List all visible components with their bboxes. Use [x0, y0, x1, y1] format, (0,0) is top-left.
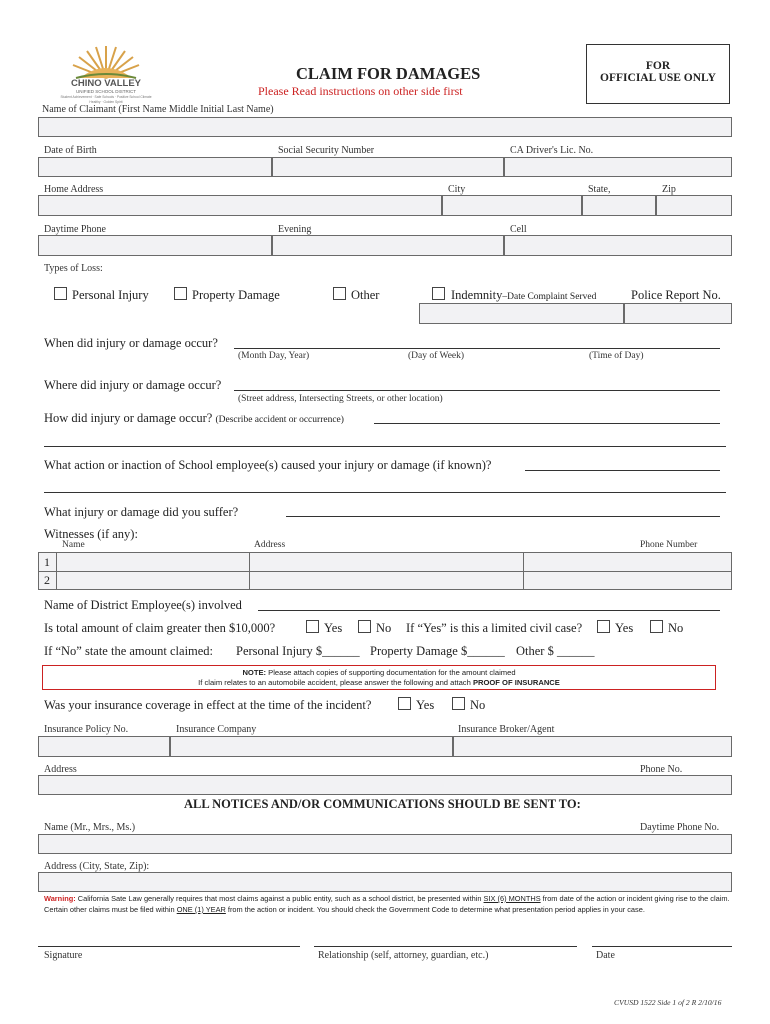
- when-sub-time: (Time of Day): [589, 351, 644, 361]
- city-label: City: [448, 184, 466, 195]
- witness-row-2-name[interactable]: [57, 572, 249, 589]
- signature-label: Signature: [44, 950, 83, 961]
- signature-line[interactable]: [38, 946, 300, 947]
- notice-address-label: Address (City, State, Zip):: [44, 861, 150, 872]
- where-sub: (Street address, Intersecting Streets, or other location): [238, 394, 443, 404]
- cell-phone-field[interactable]: [504, 235, 732, 256]
- indemnity-sublabel: –Date Complaint Served: [502, 292, 597, 302]
- warning-text: Warning: California Sate Law generally requires that most claims against a public entity, such as a school district, be presented within SIX (6) MONTHS from date of the action or incident giving rise to the claim. Certain other claims must be filed within ONE (1) YEAR from the action or incident. You should check the Government Code to determine what presentation period applies in your case.: [44, 894, 730, 914]
- limited-yes-label: Yes: [615, 621, 634, 635]
- indemnity-checkbox[interactable]: [432, 287, 445, 300]
- claimant-name-field[interactable]: [38, 117, 732, 137]
- daytime-phone-label: Daytime Phone: [44, 224, 106, 235]
- where-answer-line[interactable]: [234, 390, 720, 391]
- witness-row-1-number: 1: [44, 555, 50, 569]
- notice-phone-label: Daytime Phone No.: [640, 822, 720, 833]
- indemnity-label: Indemnity–Date Complaint Served: [451, 288, 597, 302]
- dob-label: Date of Birth: [44, 145, 97, 156]
- logo-tagline: Student Achievement · Safe Schools · Positive School Climate: [60, 95, 152, 99]
- insurance-question: Was your insurance coverage in effect at the time of the incident?: [44, 698, 372, 712]
- when-sub-day: (Day of Week): [408, 351, 465, 361]
- total-no-label: No: [376, 621, 392, 635]
- insurance-address-field[interactable]: [38, 775, 732, 795]
- sunburst-icon: [56, 44, 156, 80]
- insurance-yes-label: Yes: [416, 698, 435, 712]
- limited-no-label: No: [668, 621, 684, 635]
- district-logo: [56, 44, 156, 110]
- how-answer-line-2[interactable]: [44, 446, 726, 447]
- evening-phone-field[interactable]: [272, 235, 504, 256]
- insurance-address-label: Address: [44, 764, 77, 775]
- how-question: How did injury or damage occur? (Describe accident or occurrence): [44, 411, 344, 425]
- date-complaint-served-field[interactable]: [419, 303, 624, 324]
- limited-civil-question: If “Yes” is this a limited civil case?: [406, 621, 583, 635]
- how-answer-line-1[interactable]: [374, 423, 720, 424]
- note-box: [42, 665, 716, 690]
- action-question: What action or inaction of School employee(s) caused your injury or damage (if known)?: [44, 458, 492, 472]
- policy-no-label: Insurance Policy No.: [44, 724, 129, 735]
- note-line1: NOTE: Please attach copies of supporting documentation for the amount claimed: [242, 668, 516, 677]
- note-line2: If claim relates to an automobile accident, please answer the following and attach PROOF OF INSURANCE: [198, 678, 560, 687]
- state-field[interactable]: [582, 195, 656, 216]
- drivers-license-field[interactable]: [504, 157, 732, 177]
- relationship-label: Relationship (self, attorney, guardian, etc.): [318, 950, 489, 961]
- notice-name-field[interactable]: [38, 834, 732, 854]
- insurance-broker-field[interactable]: [453, 736, 732, 757]
- personal-injury-amount[interactable]: Personal Injury $______: [236, 644, 360, 658]
- warning-label: Warning:: [44, 894, 76, 903]
- home-address-label: Home Address: [44, 184, 104, 195]
- notices-heading: ALL NOTICES AND/OR COMMUNICATIONS SHOULD BE SENT TO:: [184, 797, 581, 811]
- relationship-line[interactable]: [314, 946, 577, 947]
- when-question: When did injury or damage occur?: [44, 336, 218, 350]
- police-report-field[interactable]: [624, 303, 732, 324]
- insurance-no-label: No: [470, 698, 486, 712]
- property-damage-label: Property Damage: [192, 288, 280, 302]
- form-title: CLAIM FOR DAMAGES: [296, 64, 481, 83]
- witness-col-name: Name: [62, 540, 85, 550]
- insurance-company-field[interactable]: [170, 736, 453, 757]
- property-damage-amount[interactable]: Property Damage $______: [370, 644, 505, 658]
- total-no-checkbox[interactable]: [358, 620, 371, 633]
- official-use-box: [586, 44, 730, 104]
- witness-col-phone: Phone Number: [640, 540, 698, 550]
- amount-claimed-question: If “No” state the amount claimed:: [44, 644, 214, 658]
- state-label: State,: [588, 184, 611, 195]
- total-yes-checkbox[interactable]: [306, 620, 319, 633]
- witness-row-2-address[interactable]: [250, 572, 523, 589]
- witness-row-2-number: 2: [44, 573, 50, 587]
- personal-injury-checkbox[interactable]: [54, 287, 67, 300]
- action-answer-line-1[interactable]: [525, 470, 720, 471]
- notice-name-label: Name (Mr., Mrs., Ms.): [44, 822, 136, 833]
- witnesses-label: Witnesses (if any):: [44, 527, 138, 541]
- insurance-yes-checkbox[interactable]: [398, 697, 411, 710]
- home-address-field[interactable]: [38, 195, 442, 216]
- date-line[interactable]: [592, 946, 732, 947]
- official-use-line1: FOR: [645, 60, 671, 72]
- logo-subtitle: UNIFIED SCHOOL DISTRICT: [75, 89, 137, 94]
- action-answer-line-2[interactable]: [44, 492, 726, 493]
- insurance-company-label: Insurance Company: [176, 724, 257, 735]
- form-instructions: Please Read instructions on other side first: [258, 84, 463, 98]
- city-field[interactable]: [442, 195, 582, 216]
- zip-label: Zip: [662, 184, 676, 195]
- witness-table: [38, 552, 732, 590]
- other-loss-label: Other: [351, 288, 380, 302]
- witness-col-address: Address: [254, 540, 286, 550]
- policy-no-field[interactable]: [38, 736, 170, 757]
- form-footer: CVUSD 1522 Side 1 of 2 R 2/10/16: [614, 998, 722, 1007]
- insurance-broker-label: Insurance Broker/Agent: [458, 724, 555, 735]
- when-answer-line[interactable]: [234, 348, 720, 349]
- date-label: Date: [596, 950, 615, 961]
- zip-field[interactable]: [656, 195, 732, 216]
- witness-row-1-name[interactable]: [57, 553, 249, 571]
- limited-no-checkbox[interactable]: [650, 620, 663, 633]
- total-yes-label: Yes: [324, 621, 343, 635]
- evening-phone-label: Evening: [278, 224, 312, 235]
- notice-address-field[interactable]: [38, 872, 732, 892]
- witness-row-1-phone[interactable]: [524, 553, 731, 571]
- where-question: Where did injury or damage occur?: [44, 378, 222, 392]
- suffer-answer-line[interactable]: [286, 516, 720, 517]
- personal-injury-label: Personal Injury: [72, 288, 149, 302]
- official-use-line2: OFFICIAL USE ONLY: [600, 72, 716, 84]
- insurance-phone-label: Phone No.: [640, 764, 683, 775]
- police-report-label: Police Report No.: [631, 288, 721, 302]
- employee-answer-line[interactable]: [258, 610, 720, 611]
- logo-name: CHINO VALLEY: [70, 78, 142, 89]
- witness-row-2-phone[interactable]: [524, 572, 731, 589]
- daytime-phone-field[interactable]: [38, 235, 272, 256]
- cell-phone-label: Cell: [510, 224, 527, 235]
- property-damage-checkbox[interactable]: [174, 287, 187, 300]
- limited-yes-checkbox[interactable]: [597, 620, 610, 633]
- total-amount-question: Is total amount of claim greater then $10,000?: [44, 621, 276, 635]
- other-amount[interactable]: Other $ ______: [516, 644, 595, 658]
- logo-tagline-2: Healthy · Golden Spirit: [89, 100, 123, 104]
- drivers-license-label: CA Driver's Lic. No.: [510, 145, 594, 156]
- dob-field[interactable]: [38, 157, 272, 177]
- other-loss-checkbox[interactable]: [333, 287, 346, 300]
- employee-question: Name of District Employee(s) involved: [44, 598, 242, 612]
- types-of-loss-label: Types of Loss:: [44, 263, 103, 274]
- ssn-label: Social Security Number: [278, 145, 375, 156]
- ssn-field[interactable]: [272, 157, 504, 177]
- suffer-question: What injury or damage did you suffer?: [44, 505, 239, 519]
- when-sub-date: (Month Day, Year): [238, 351, 310, 361]
- insurance-no-checkbox[interactable]: [452, 697, 465, 710]
- how-sub: (Describe accident or occurrence): [215, 415, 344, 425]
- witness-row-1-address[interactable]: [250, 553, 523, 571]
- claimant-name-label: Name of Claimant (First Name Middle Initial Last Name): [42, 104, 274, 115]
